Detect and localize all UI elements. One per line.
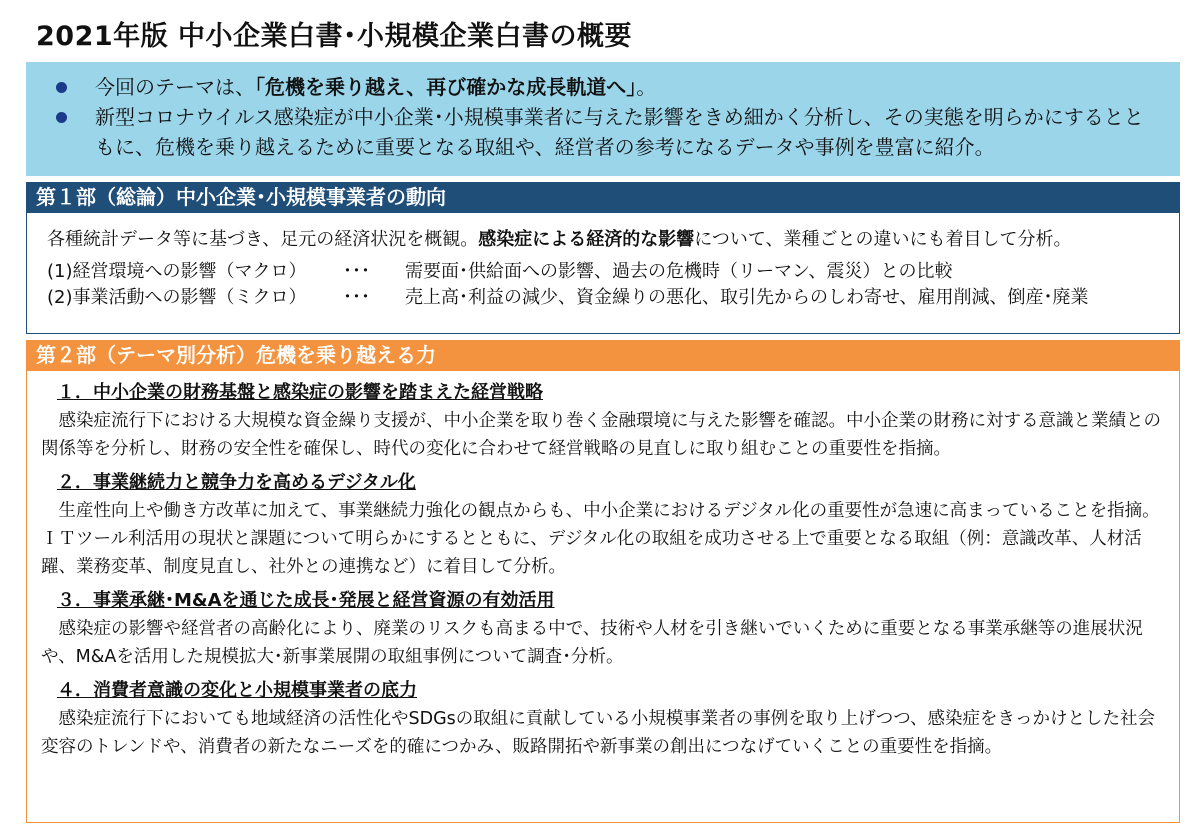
page-title: 2021年版 中小企業白書･小規模企業白書の概要 [36, 21, 633, 52]
part1-intro-prefix: 各種統計データ等に基づき、足元の経済状況を概観。 [47, 229, 479, 250]
part2-box [26, 371, 1180, 823]
theme-bullet-2 [56, 102, 1160, 162]
part2-section-2 [41, 469, 1165, 581]
part1-item-1 [47, 259, 1179, 285]
part1-item-dots: ･･･ [343, 287, 370, 308]
part1-item-2 [47, 285, 1179, 311]
section-title: １．中小企業の財務基盤と感染症の影響を踏まえた経営戦略 [57, 382, 543, 403]
part2-section-4 [41, 677, 1165, 761]
section-body: 感染症流行下における大規模な資金繰り支援が、中小企業を取り巻く金融環境に与えた影響を確認。中小企業の財務に対する意識と業績との関係等を分析し、財務の安全性を確保し、時代の変化に合わせて経営戦略の見直しに取り組むことの重要性を指摘。 [41, 411, 1161, 459]
theme-bullet-1-suffix: 。 [636, 75, 657, 99]
part1-header: 第１部（総論）中小企業･小規模事業者の動向 [26, 182, 1180, 213]
section-title: ３．事業承継･M&Aを通じた成長･発展と経営資源の有効活用 [57, 590, 555, 611]
part1-item-label: (2)事業活動への影響（ミクロ） [47, 287, 307, 308]
theme-bullet-1-bold: 「危機を乗り越え、再び確かな成長軌道へ」 [255, 75, 637, 99]
section-title: ４．消費者意識の変化と小規模事業者の底力 [57, 680, 417, 701]
theme-bullet-1-text [95, 72, 656, 102]
part1-item-dots: ･･･ [343, 261, 370, 282]
part2-section-3 [41, 587, 1165, 671]
theme-bullet-1 [56, 72, 1160, 102]
theme-bullet-2-text: 新型コロナウイルス感染症が中小企業･小規模事業者に与えた影響をきめ細かく分析し、その実態を明らかにするとともに、危機を乗り越えるために重要となる取組や、経営者の参考になるデータや事例を豊富に紹介。 [95, 105, 1144, 159]
theme-bullet-1-prefix: 今回のテーマは、 [95, 75, 255, 99]
section-title: ２．事業継続力と競争力を高めるデジタル化 [57, 472, 416, 493]
part1-intro-suffix: について、業種ごとの違いにも着目して分析。 [694, 229, 1072, 250]
part1-intro [47, 227, 1179, 253]
section-body: 感染症流行下においても地域経済の活性化やSDGsの取組に貢献している小規模事業者の事例を取り上げつつ、感染症をきっかけとした社会変容のトレンドや、消費者の新たなニーズを的確につかみ、販路開拓や新事業の創出につなげていくことの重要性を指摘。 [41, 709, 1156, 757]
part2-header: 第２部（テーマ別分析）危機を乗り越える力 [26, 340, 1180, 371]
section-body: 生産性向上や働き方改革に加えて、事業継続力強化の観点からも、中小企業におけるデジタル化の重要性が急速に高まっていることを指摘。ＩＴツール利活用の現状と課題について明らかにするとともに、デジタル化の取組を成功させる上で重要となる取組（例：意識改革、人材活躍、業務変革、制度見直し、社外との連携など）に着目して分析。 [41, 501, 1160, 577]
theme-box [26, 62, 1180, 176]
part1-item-text: 需要面･供給面への影響、過去の危機時（リーマン、震災）との比較 [405, 261, 953, 282]
part1-box [26, 213, 1180, 334]
section-body: 感染症の影響や経営者の高齢化により、廃業のリスクも高まる中で、技術や人材を引き継いでいくために重要となる事業承継等の進展状況や、M&Aを活用した規模拡大･新事業展開の取組事例について調査･分析。 [41, 619, 1143, 667]
part1-item-label: (1)経営環境への影響（マクロ） [47, 261, 307, 282]
bullet-icon [56, 112, 67, 123]
part1-intro-bold: 感染症による経済的な影響 [478, 229, 695, 250]
part2-section-1 [41, 379, 1165, 463]
bullet-icon [56, 82, 67, 93]
part1-item-text: 売上高･利益の減少、資金繰りの悪化、取引先からのしわ寄せ、雇用削減、倒産･廃業 [405, 287, 1089, 308]
